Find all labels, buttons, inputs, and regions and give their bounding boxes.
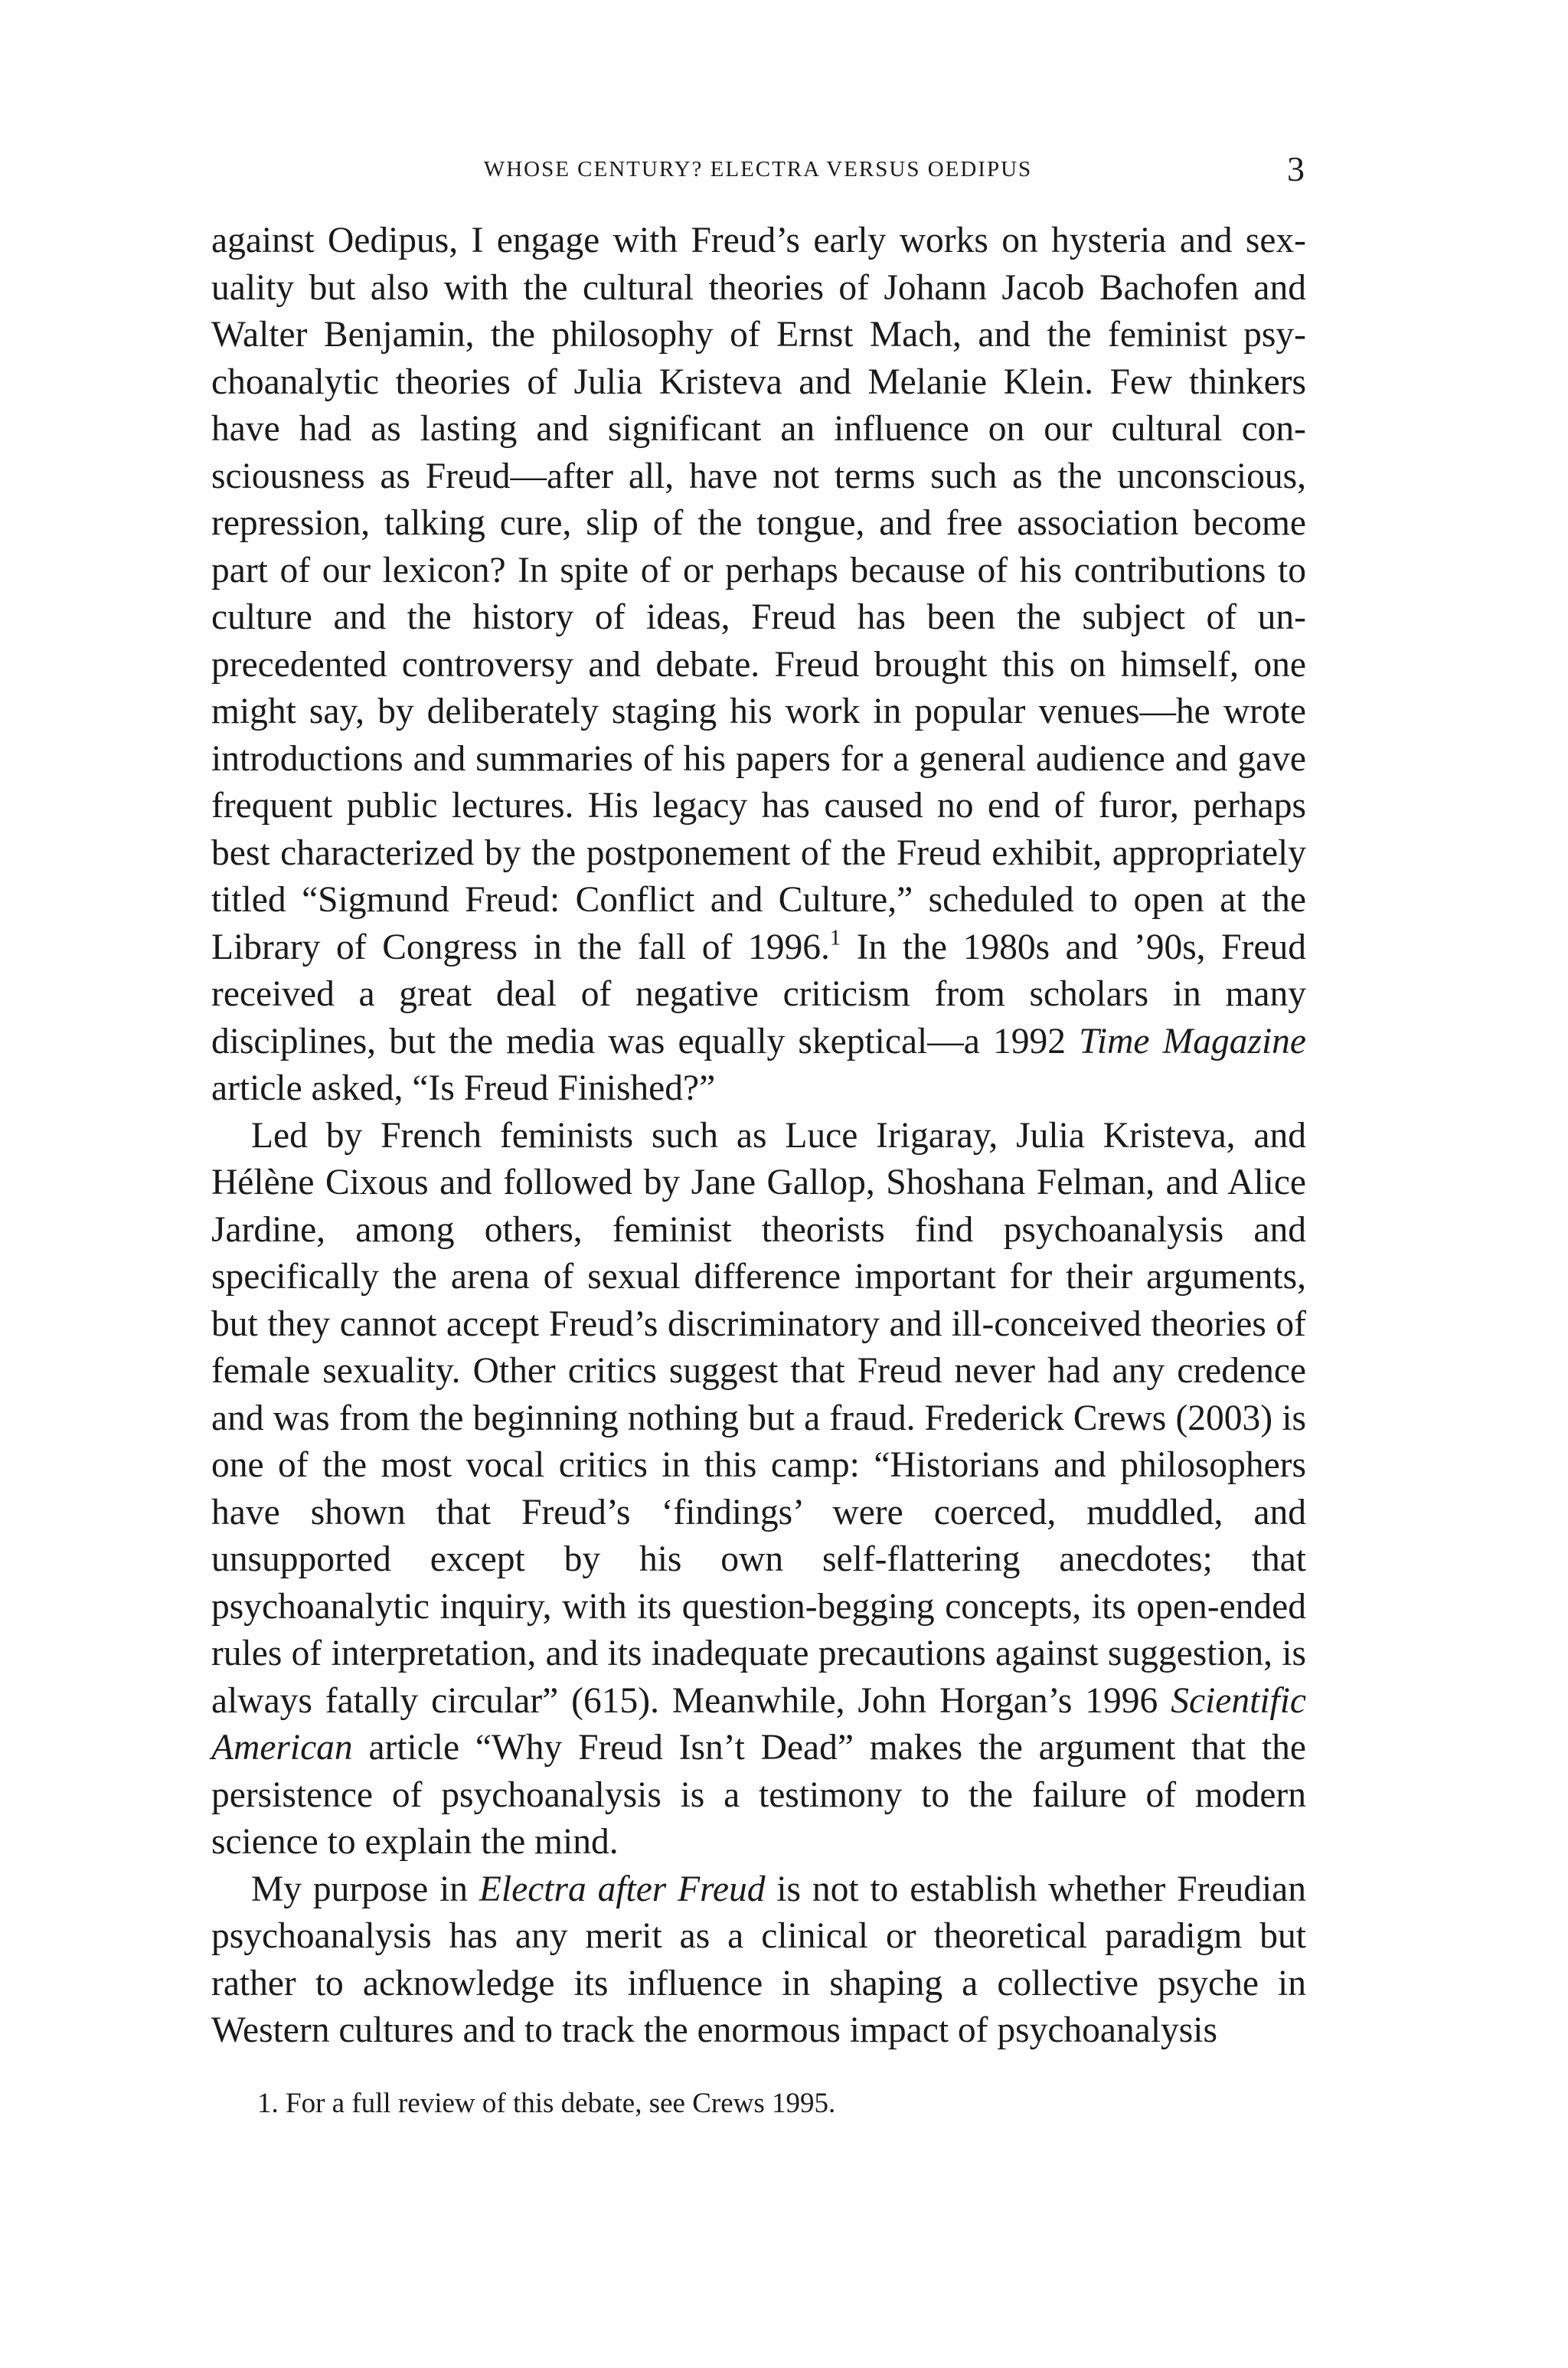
paragraph-2-text-a: Led by French feminists such as Luce Irigaray, Julia Kristeva, and Hélène Cixous and followed by Jane Gallop, Shoshana Felman, and Alice Jardine, among others, feminist theorists find psychoanalysis and specifically the arena of sexual difference important for their arguments, but they cannot accept Freud’s discriminatory and ill-conceived theories of female sexuality. Other critics suggest that Freud never had any credence and was from the beginning nothing but a fraud. Frederick Crews (2003) is one of the most vocal critics in this camp: “Historians and philosophers have shown that Freud’s ‘findings’ were coerced, muddled, and unsupported except by his own self-flattering anecdotes; that psychoanalytic inquiry, with its question-begging concepts, its open-ended rules of interpretation, and its inadequate precautions against suggestion, is always fatally circular” (615). Meanwhile, John Horgan’s 1996 [211,1115,1306,1721]
paragraph-3-text-b: is not to establish whether Freudian psychoanalysis has any merit as a clinical or theoretical paradigm but rather to acknowledge its influence in shaping a collective psyche in Western cultures and to track the enormous impact of psychoanalysis [211,1869,1307,2050]
paragraph-3 [211,1866,1306,2055]
paragraph-1-text-a: against Oedipus, I engage with Freud’s early works on hysteria and sexuality but also with the cultural theories of Johann Jacob Bachofen and Walter Benjamin, the philosophy of Ernst Mach, and the feminist psychoanalytic theories of Julia Kristeva and Melanie Klein. Few thinkers have had as lasting and significant an influence on our cultural consciousness as Freud—after all, have not terms such as the unconscious, repression, talking cure, slip of the tongue, and free association become part of our lexicon? In spite of or perhaps because of his contributions to culture and the history of ideas, Freud has been the subject of unprecedented controversy and debate. Freud brought this on himself, one might say, by deliberately staging his work in popular venues—he wrote introductions and summaries of his papers for a general audience and gave frequent public lectures. His legacy has caused no end of furor, perhaps best characterized by the postponement of the Freud exhibit, appropriately titled “Sigmund Freud: Conflict and Culture,” scheduled to open at the Library of Congress in the fall of 1996. [211,221,1306,967]
paragraph-1 [211,218,1306,1113]
running-title: WHOSE CENTURY? ELECTRA VERSUS OEDIPUS [483,157,1033,182]
paragraph-3-text-a: My purpose in [251,1869,479,1909]
paragraph-1-text-c: article asked, “Is Freud Finished?” [211,1068,716,1108]
paragraph-1-text-b: In the 1980s and ’90s, Freud received a great deal of negative criticism from scholars in many disciplines, but the media was equally skeptical—a 1992 [211,927,1306,1061]
page-number: 3 [1287,149,1305,188]
footnote-1: 1. For a full review of this debate, see Crews 1995. [257,2088,836,2119]
paragraph-2-text-b: article “Why Freud Isn’t Dead” makes the argument that the persistence of psychoanalysis is a testimony to the failure of modern science to explain the mind. [211,1728,1306,1862]
paragraph-2 [211,1113,1306,1866]
footnote-reference: 1 [829,925,841,950]
running-head [211,150,1305,188]
footnotes [211,2085,1306,2123]
body-text [211,218,1306,2055]
paragraph-3-title-italic: Electra after Freud [479,1869,766,1909]
paragraph-1-title-italic: Time Magazine [1079,1021,1306,1061]
paragraph-2-title-italic: Scientific American [211,1680,1306,1768]
